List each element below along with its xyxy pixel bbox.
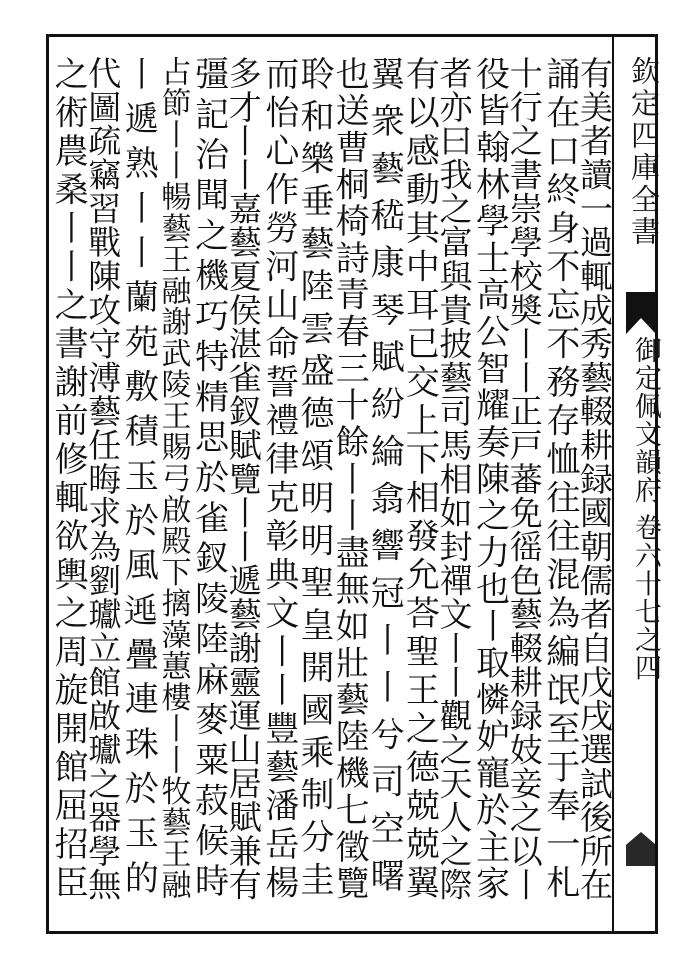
text-column-16: 之術農桑丨丨之書謝前修輒欲輿之周旋開館屈招臣	[48, 56, 89, 903]
book-title: 欽定四庫全書	[627, 56, 661, 248]
text-column-6: 有以感動其中耳已交上下相發允荅聖王之德兢兢翼	[399, 56, 440, 903]
text-column-8: 也送曹桐椅詩青春三十餘丨丨盡無如壯藝陸機七徵覽	[329, 56, 370, 903]
text-column-9: 聆和樂垂藝陸雲盛德頌明明聖皇開國乘制分圭	[294, 56, 334, 904]
text-column-4: 役皆翰林學士高公智耀奏陳之力也丨取憐妒寵於主家	[469, 56, 510, 903]
text-column-15: 代圖疏竊習戰陳攻守溥藝任晦求為劉瓛立館啟瓛之器學無	[83, 56, 123, 902]
text-column-1: 有美者讀一過輒成秀藝輟耕録國朝儒者自戊戌選試後所在	[575, 56, 614, 902]
text-column-3: 十行之書崇學校奬丨丨正戸蕃免徭色藝輟耕録妓妾之以丨	[504, 56, 544, 902]
text-column-14: 丨遞熟丨丨蘭苑敷積玉於風𨓱疊連珠於玉的	[118, 56, 159, 905]
text-column-13: 占節丨丨暢藝王融謝武陵王賜弓啟殿下摛藻蕙樓丨丨牧藝王融	[155, 56, 191, 901]
text-column-2: 誦在口終身不忘不務存恤往往混為編氓至于奉一札	[539, 56, 580, 903]
text-column-5: 者亦曰我之富與貴披藝司馬相如封禪文丨丨觀之天人之際	[434, 56, 474, 902]
text-column-11: 多才丨丨嘉藝夏侯湛雀釵賦覽丨丨遞藝謝靈運山居賦兼有	[223, 56, 263, 902]
text-column-10: 而怡心作勞河山命誓禮律克彰典文丨丨豐藝潘岳楊	[258, 56, 299, 903]
text-column-7: 翼衆藝嵇康琴賦紛綸翕響冠丨丨兮司空曙	[364, 56, 405, 905]
volume-label: 御定佩文韻府 卷六十七之四	[630, 336, 661, 682]
text-column-12: 彊記治聞之機巧特精思於雀釵陵陸麻麥粟菽候時	[188, 56, 229, 904]
